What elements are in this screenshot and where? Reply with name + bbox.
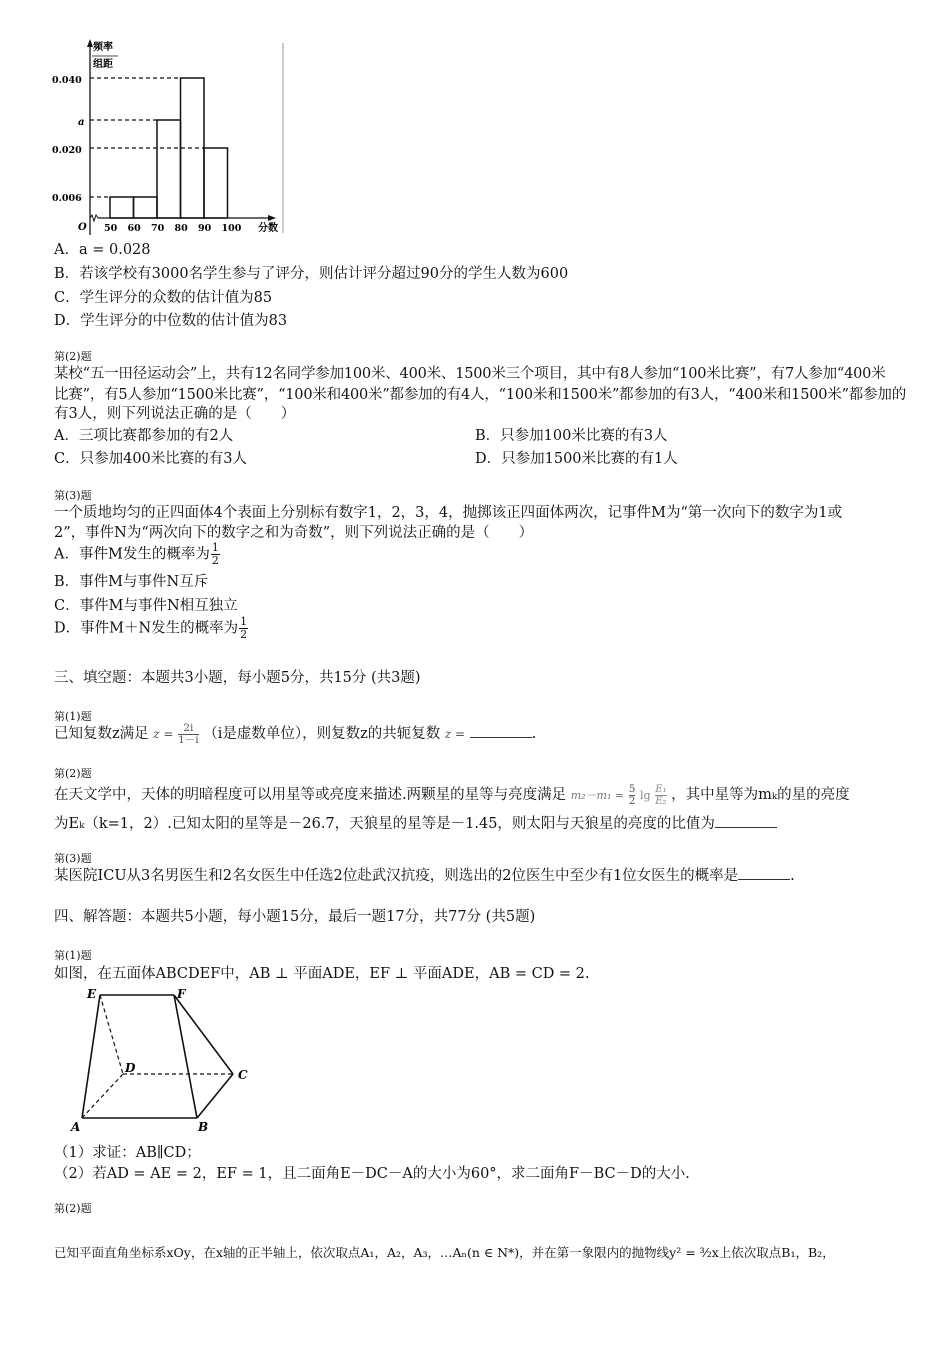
- s3-q3-text: 某医院ICU从3名男医生和2名女医生中任选2位赴武汉抗疫，则选出的2位医生中至少有1位女医生的概率是: [54, 868, 739, 884]
- q1-option-c: C．学生评分的众数的估计值为85: [54, 290, 273, 306]
- q3-label: 第(3)题: [54, 489, 92, 502]
- fraction-numerator: 2i: [178, 723, 199, 735]
- q3-option-a-fraction: [211, 542, 220, 567]
- x-tick-90: 90: [198, 223, 212, 234]
- q2-option-a: A．三项比赛都参加的有2人: [54, 428, 234, 444]
- frequency-histogram: [40, 35, 300, 240]
- y-tick-a: a: [78, 117, 85, 128]
- q3-option-a: [54, 542, 220, 567]
- vertex-F: F: [177, 987, 186, 1001]
- q2-option-c: C．只参加400米比赛的有3人: [54, 451, 247, 467]
- s3-q2-formula-lg: lg: [640, 789, 651, 802]
- q2-label: 第(2)题: [54, 350, 92, 363]
- q3-option-d: [54, 616, 248, 641]
- fraction-numerator: 1: [240, 615, 248, 628]
- edge-FB: [174, 995, 197, 1118]
- q2-stem-line2: 比赛”，有5人参加“1500米比赛”，“100米和400米”都参加的有4人，“100米和1500米”都参加的有3人，“400米和1500米”都参加的: [54, 387, 906, 403]
- section4-heading: 四、解答题：本题共5小题，每小题15分，最后一题17分，共77分 (共5题): [54, 909, 536, 925]
- s3-q3-line: 某医院ICU从3名男医生和2名女医生中任选2位赴武汉抗疫，则选出的2位医生中至少有1位女医生的概率是 .: [54, 864, 795, 885]
- fraction-denominator: 2: [211, 554, 219, 567]
- s4-q2-label: 第(2)题: [54, 1202, 92, 1215]
- vertex-D: D: [125, 1061, 136, 1075]
- histogram-bar-60-70: [134, 197, 158, 218]
- q1-option-d: D．学生评分的中位数的估计值为83: [54, 313, 288, 329]
- axis-break-mark: [90, 215, 98, 221]
- s3-q1-answer-blank[interactable]: [470, 723, 532, 738]
- vertex-E: E: [87, 987, 97, 1001]
- fraction-denominator: E₂: [655, 795, 667, 807]
- x-tick-100: 100: [221, 223, 242, 234]
- s4-q1-sub1: （1）求证：AB∥CD；: [54, 1145, 201, 1161]
- fraction-numerator: 5: [628, 782, 636, 795]
- x-tick-60: 60: [127, 223, 141, 234]
- s4-q2-line: 已知平面直角坐标系xOy，在x轴的正半轴上，依次取点A₁，A₂，A₃，…Aₙ(n ∈ N*)，并在第一象限内的抛物线y² = ³⁄₂x上依次取点B₁，B₂，: [54, 1245, 835, 1260]
- q1-option-a: A．a = 0.028: [54, 242, 151, 258]
- fraction-denominator: 2: [240, 628, 248, 641]
- s3-q2-line2-text: 为Eₖ（k=1，2）.已知太阳的星等是－26.7，天狼星的星等是－1.45，则太阳与天狼星的亮度的比值为: [54, 816, 715, 832]
- vertex-C: C: [238, 1068, 248, 1082]
- y-label-bottom: 组距: [93, 59, 113, 70]
- edge-FC: [174, 995, 233, 1074]
- y-tick-0040: 0.040: [52, 75, 82, 86]
- s3-q2-answer-blank[interactable]: [715, 813, 777, 828]
- x-tick-50: 50: [104, 223, 118, 234]
- fraction-denominator: 2: [628, 794, 636, 807]
- histogram-bar-50-60: [110, 197, 134, 218]
- edge-ED-hidden: [100, 995, 123, 1074]
- q3-stem-line1: 一个质地均匀的正四面体4个表面上分别标有数字1，2，3，4，抛掷该正四面体两次，记事件M为“第一次向下的数字为1或: [54, 505, 843, 521]
- x-tick-70: 70: [151, 223, 165, 234]
- s3-q2-formula-lhs: m₂－m₁ =: [570, 789, 625, 802]
- s3-q1-line: 已知复数z满足 z = $\frac{2i}{1-i}$ （i是虚数单位），则复数z的共轭复数 z = .: [54, 721, 537, 746]
- section3-heading: 三、填空题：本题共3小题，每小题5分，共15分 (共3题): [54, 670, 421, 686]
- histogram-bar-90-100: [204, 148, 228, 218]
- q2-option-b: B．只参加100米比赛的有3人: [475, 428, 668, 444]
- fraction-denominator: 1－i: [178, 733, 199, 746]
- s3-q2-text-b: ，其中星等为mₖ的星的亮度: [671, 787, 850, 803]
- q3-stem-line2: 2”，事件N为“两次向下的数字之和为奇数”，则下列说法正确的是（ ）: [54, 525, 534, 541]
- s3-q1-conj: z =: [444, 727, 466, 741]
- q3-option-b: B．事件M与事件N互斥: [54, 574, 209, 590]
- s3-q2-line1: [54, 783, 850, 807]
- vertex-B: B: [198, 1120, 209, 1134]
- q2-stem-line1: 某校“五一田径运动会”上，共有12名同学参加100米、400米、1500米三个项目，其中有8人参加“100米比赛”，有7人参加“400米: [54, 366, 886, 382]
- x-axis-label: 分数: [258, 223, 278, 234]
- fraction-numerator: 1: [211, 541, 219, 554]
- s3-q3-label: 第(3)题: [54, 852, 92, 865]
- s3-q2-text-a: 在天文学中，天体的明暗程度可以用星等或亮度来描述.两颗星的星等与亮度满足: [54, 787, 567, 803]
- q3-option-c: C．事件M与事件N相互独立: [54, 598, 238, 614]
- s3-q1-label: 第(1)题: [54, 710, 92, 723]
- s4-q1-line: 如图，在五面体ABCDEF中，AB ⊥ 平面ADE，EF ⊥ 平面ADE，AB = CD = 2.: [54, 966, 590, 982]
- histogram-bar-70-80: [157, 120, 181, 218]
- s3-q2-formula-ratio: [655, 784, 666, 807]
- origin-label: O: [78, 222, 87, 233]
- y-tick-0006: 0.006: [52, 193, 82, 204]
- y-label-top: 频率: [93, 42, 113, 53]
- s4-q1-sub2: （2）若AD = AE = 2，EF = 1，且二面角E－DC－A的大小为60°，求二面角F－BC－D的大小.: [54, 1166, 690, 1182]
- s3-q1-eq: z =: [153, 727, 174, 741]
- fraction-numerator: E₁: [655, 783, 667, 795]
- edge-BC: [197, 1074, 233, 1118]
- q3-option-d-fraction: [239, 616, 248, 641]
- pentahedron-figure: [70, 985, 270, 1137]
- s3-q2-formula-coef: [629, 784, 636, 807]
- s3-q1-fraction: [178, 723, 199, 746]
- q3-option-a-text: A．事件M发生的概率为: [54, 546, 210, 563]
- edge-EA: [82, 995, 100, 1118]
- q2-stem-line3: 有3人，则下列说法正确的是（ ）: [54, 406, 296, 422]
- q2-option-d: D．只参加1500米比赛的有1人: [475, 451, 678, 467]
- s4-q1-label: 第(1)题: [54, 949, 92, 962]
- s3-q1-text-b: （i是虚数单位），则复数z的共轭复数: [203, 726, 441, 742]
- s3-q1-text-a: 已知复数z满足: [54, 726, 149, 742]
- q1-option-b: B．若该学校有3000名学生参与了评分，则估计评分超过90分的学生人数为600: [54, 266, 569, 282]
- x-axis-arrow: [268, 215, 276, 221]
- q3-option-d-text: D．事件M＋N发生的概率为: [54, 620, 239, 637]
- s3-q2-label: 第(2)题: [54, 767, 92, 780]
- vertex-A: A: [71, 1120, 81, 1134]
- s3-q2-line2: [54, 812, 777, 833]
- y-tick-0020: 0.020: [52, 145, 82, 156]
- x-tick-80: 80: [174, 223, 188, 234]
- s3-q3-answer-blank[interactable]: [738, 865, 790, 880]
